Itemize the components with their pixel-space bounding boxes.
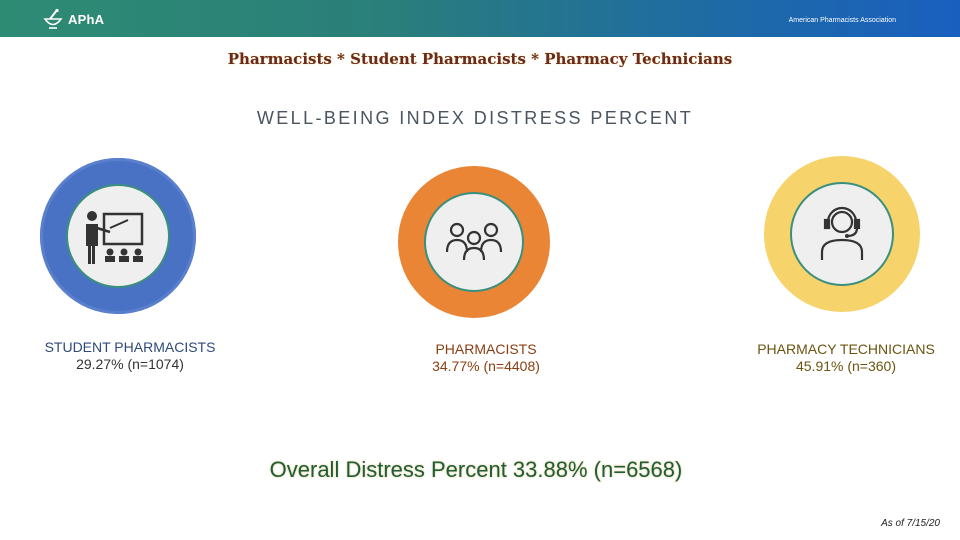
group-stat: 45.91% (n=360): [795, 358, 897, 374]
headset-agent-icon: [792, 184, 892, 284]
group-name: PHARMACY TECHNICIANS: [757, 341, 935, 357]
group-stat: 29.27% (n=1074): [76, 356, 184, 372]
org-name: American Pharmacists Association: [788, 17, 896, 24]
people-group-icon: [426, 194, 522, 290]
pharmacy-technicians-label: [734, 341, 958, 375]
group-name: STUDENT PHARMACISTS: [44, 339, 216, 355]
page-title: WELL-BEING INDEX DISTRESS PERCENT: [256, 108, 694, 128]
audience-subtitle: Pharmacists * Student Pharmacists * Pharmacy Technicians: [227, 50, 733, 68]
apha-logo: [42, 8, 104, 30]
overall-distress: Overall Distress Percent 33.88% (n=6568): [269, 457, 683, 482]
mortar-pestle-icon: [42, 8, 64, 30]
pharmacists-label: [390, 341, 582, 375]
group-name: PHARMACISTS: [435, 341, 537, 357]
logo-text: APhA: [68, 11, 105, 27]
student-pharmacists-label: [40, 339, 220, 373]
group-stat: 34.77% (n=4408): [432, 358, 540, 374]
header-bar: [0, 0, 960, 37]
student-pharmacists-ring: [40, 158, 196, 314]
presentation-teacher-icon: [68, 186, 168, 286]
pharmacists-ring: [398, 166, 550, 318]
as-of-date: As of 7/15/20: [881, 518, 940, 529]
pharmacy-technicians-ring: [764, 156, 920, 312]
